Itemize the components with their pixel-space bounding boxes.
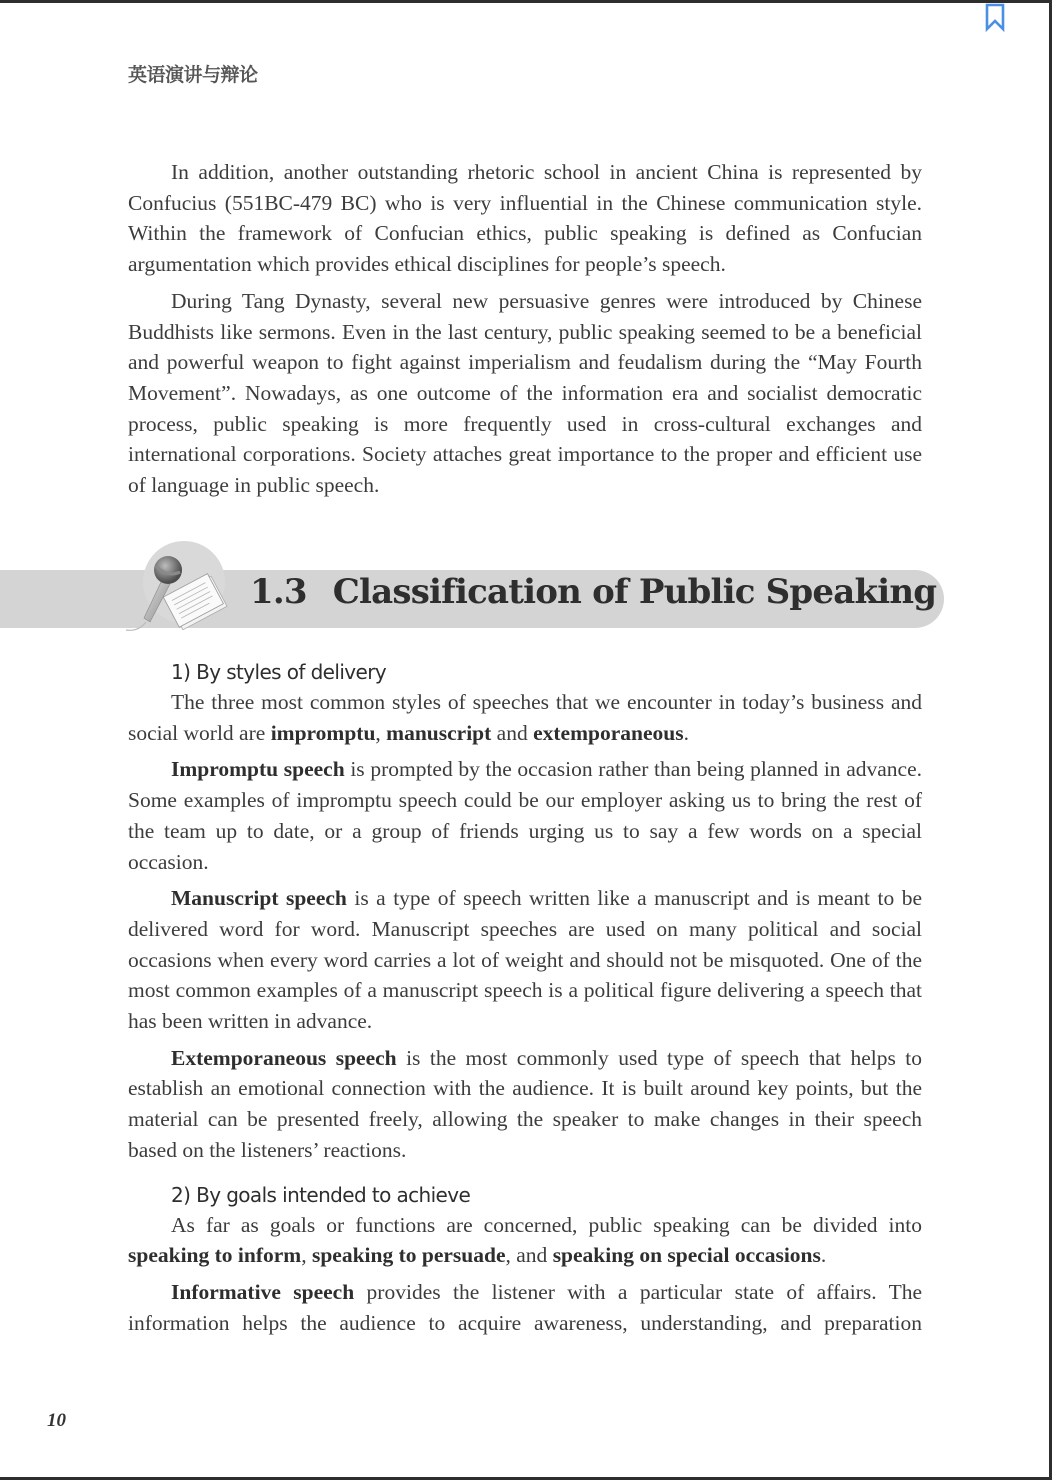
- bold-term: speaking on special occasions: [552, 1243, 821, 1268]
- subheading: 1) By styles of delivery: [171, 660, 387, 684]
- running-head: 英语演讲与辩论: [128, 64, 258, 86]
- bold-term: manuscript: [386, 720, 492, 745]
- text-run: , and: [505, 1243, 553, 1268]
- text-run: is prompted by the occasion rather than being planned in advance. Some examples of impromptu speech could be our employer asking us to bring the rest of the team up to date, or a group of friends urging us to say a few words on a special occasion.: [128, 757, 922, 874]
- section-title: [250, 572, 936, 612]
- paragraph: [128, 1210, 922, 1271]
- bold-term: impromptu: [270, 720, 376, 745]
- bold-term: Extemporaneous speech: [171, 1045, 397, 1070]
- text-run: ,: [375, 720, 387, 745]
- bold-term: speaking to persuade: [311, 1243, 506, 1268]
- text-run: is the most commonly used type of speech that helps to establish an emotional connection with the audience. It is built around key points, but the material can be presented freely, allowing the speaker to make changes in their speech based on the listeners’ reactions.: [128, 1045, 922, 1162]
- text-run: The three most common styles of speeches that we encounter in today’s business and social world are: [128, 690, 922, 745]
- microphone-with-papers-icon: [122, 548, 232, 636]
- bold-term: speaking to inform: [128, 1243, 302, 1268]
- text-run: As far as goals or functions are concerned, public speaking can be divided into: [171, 1212, 922, 1237]
- bold-term: extemporaneous: [533, 720, 684, 745]
- intro-section: [128, 157, 922, 507]
- paragraph: During Tang Dynasty, several new persuasive genres were introduced by Chinese Buddhists like sermons. Even in the last century, public speaking seemed to be a beneficial and powerful weapon to fight against imperialism and feudalism during the “May Fourth Movement”. Nowadays, as one outcome of the information era and socialist democratic process, public speaking is more frequently used in cross-cultural exchanges and international corporations. Society attaches great importance to the proper and efficient use of language in public speech.: [128, 288, 922, 498]
- paragraph: [128, 687, 922, 748]
- bold-term: Informative speech: [171, 1279, 355, 1304]
- text-run: provides the listener with a particular state of affairs. The information helps the audience to acquire awareness, understanding, and preparation: [128, 1279, 922, 1335]
- viewer-frame-top: [0, 0, 1052, 3]
- bold-term: Manuscript speech: [171, 886, 347, 911]
- paragraph: In addition, another outstanding rhetoric school in ancient China is represented by Confucius (551BC-479 BC) who is very influential in the Chinese communication style. Within the framework of Confucian ethics, public speaking is defined as Confucian argumentation which provides ethical disciplines for people’s speech.: [128, 160, 922, 277]
- paragraph: [128, 883, 922, 1037]
- text-run: .: [683, 720, 689, 745]
- section-number: 1.3: [250, 572, 307, 612]
- paragraph: [128, 754, 922, 877]
- bold-term: Impromptu speech: [171, 757, 345, 782]
- bookmark-icon[interactable]: [983, 2, 1007, 32]
- text-run: is a type of speech written like a manuscript and is meant to be delivered word for word. Manuscript speeches are used on many political and social occasions when every word carries a lot of weight and should not be misquoted. One of the most common examples of a manuscript speech is a political figure delivering a speech that has been written in advance.: [128, 886, 922, 1034]
- text-run: and: [491, 720, 534, 745]
- subheading: 2) By goals intended to achieve: [171, 1182, 471, 1207]
- page-number: 10: [47, 1410, 66, 1431]
- paragraph: [128, 1043, 922, 1166]
- section-body: [128, 657, 922, 1344]
- text-run: .: [820, 1243, 827, 1268]
- section-title-text: Classification of Public Speaking: [332, 572, 937, 612]
- text-run: ,: [301, 1243, 312, 1268]
- paragraph: [128, 1277, 922, 1338]
